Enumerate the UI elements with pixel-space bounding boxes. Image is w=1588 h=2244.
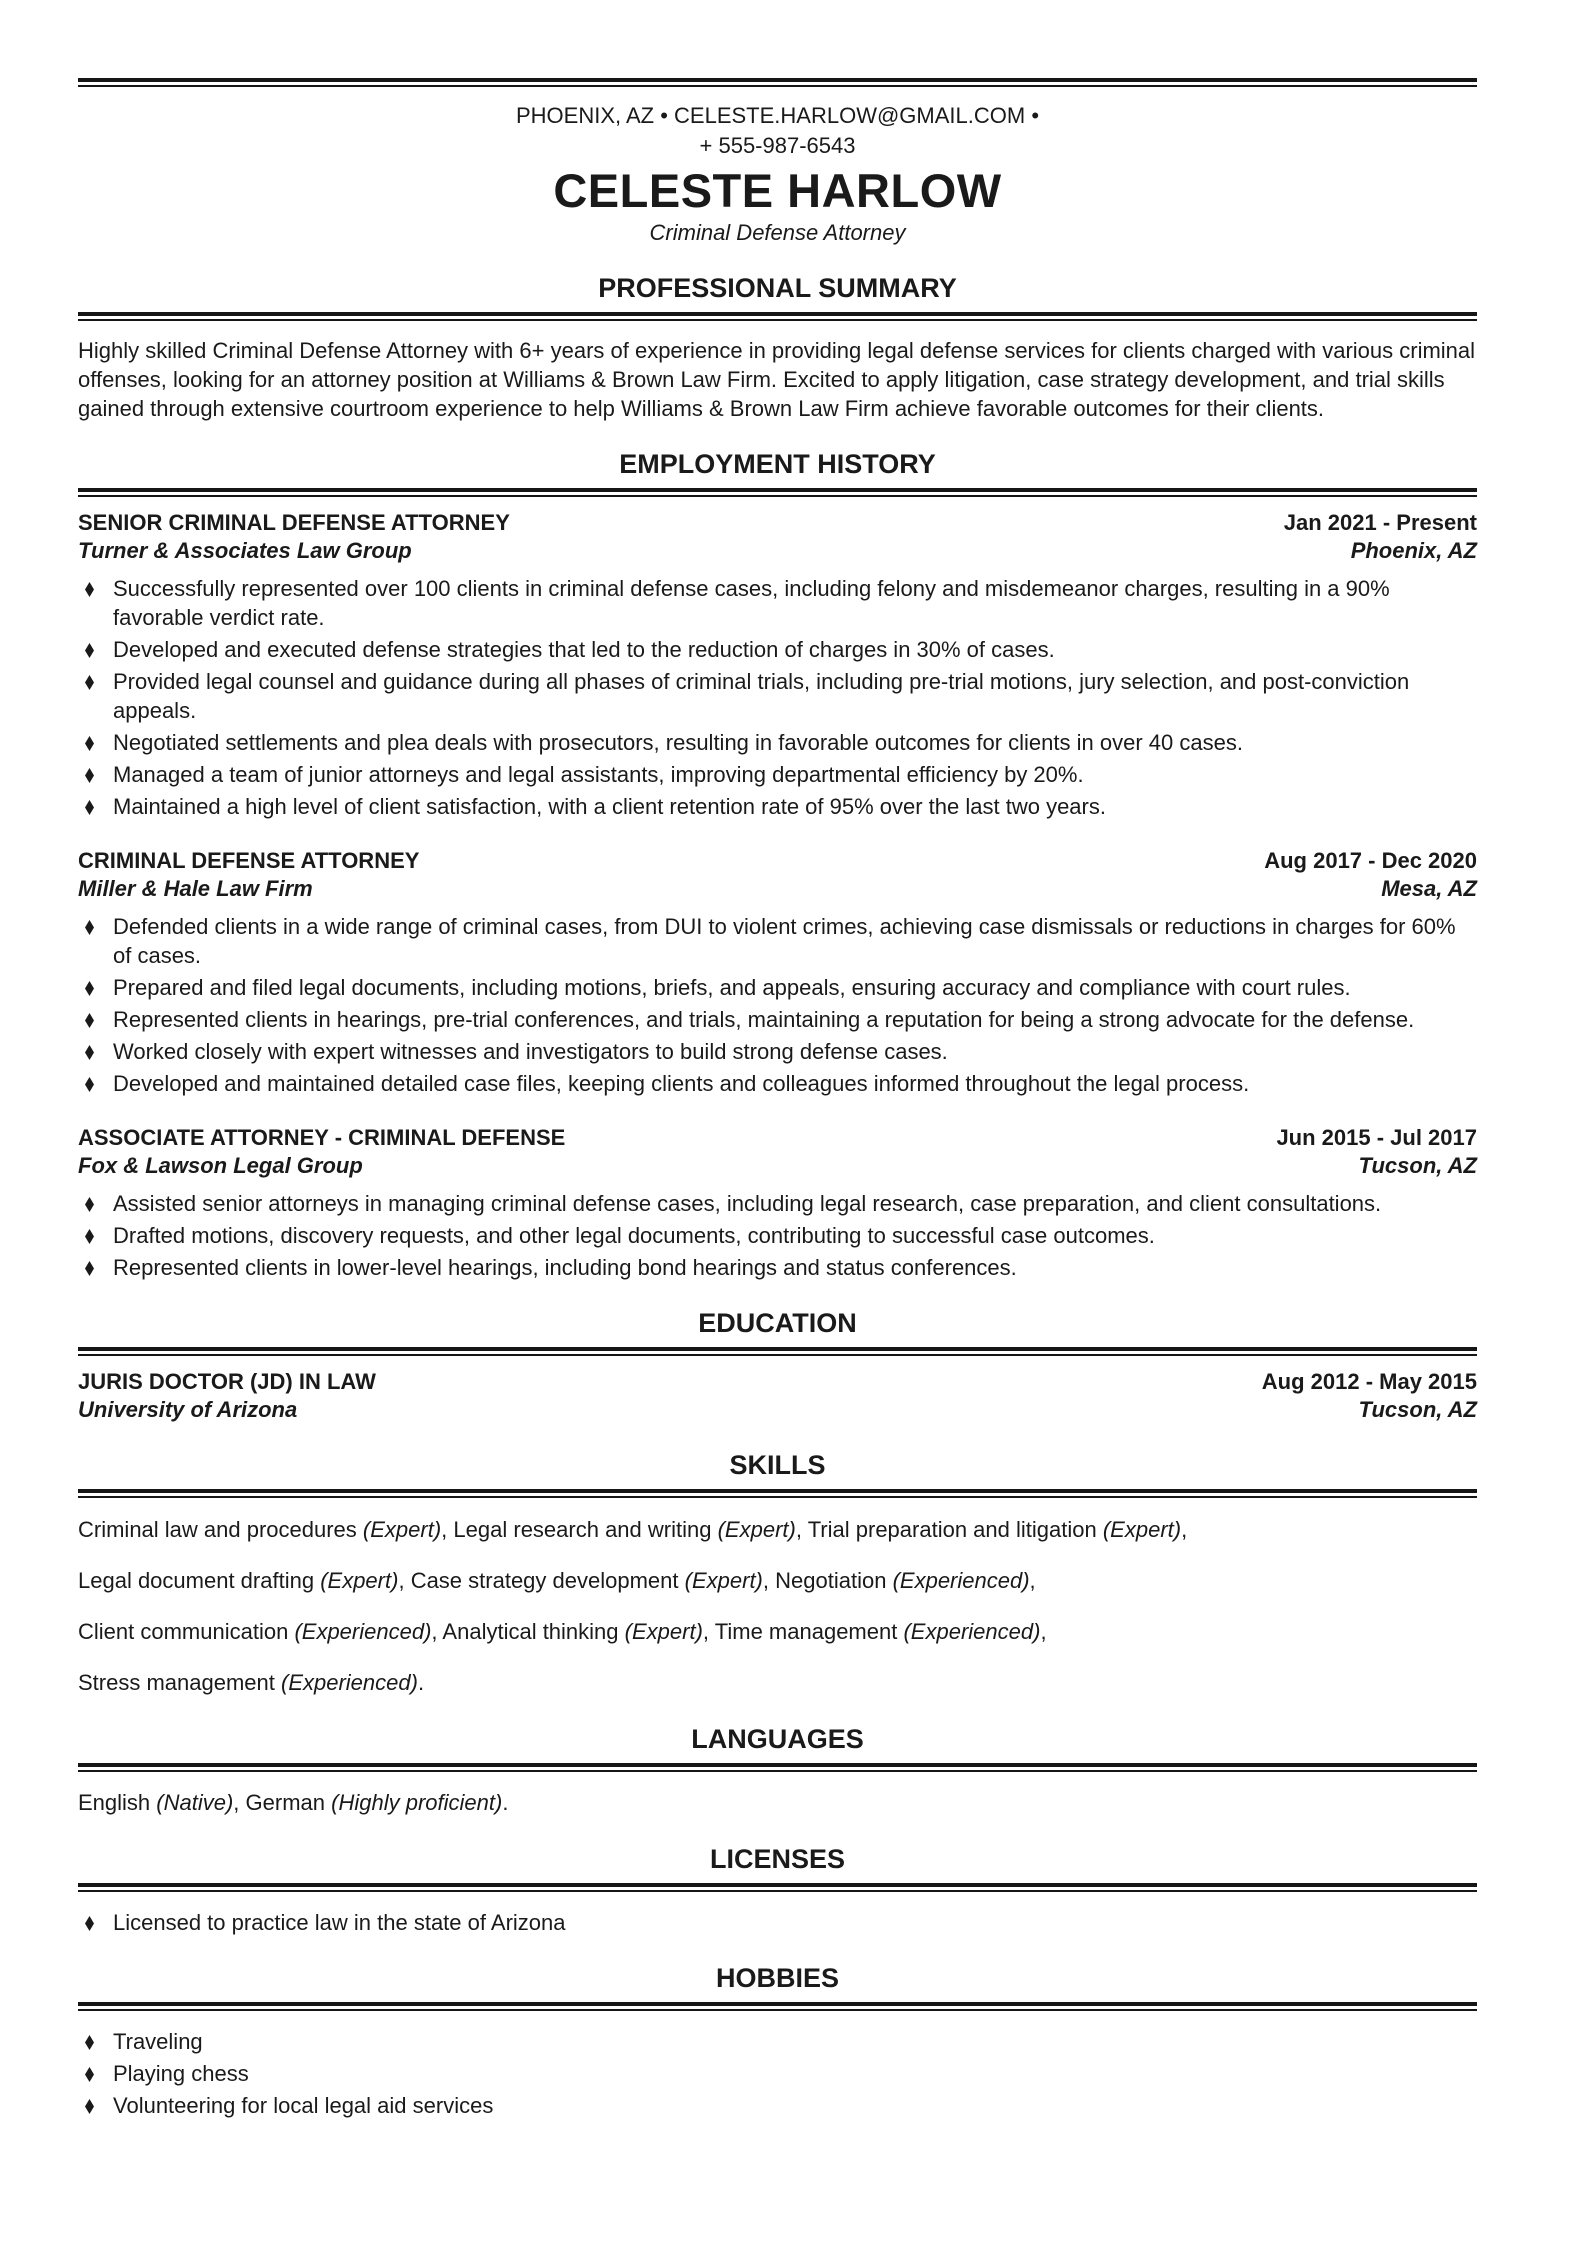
- skill-separator: .: [417, 1670, 425, 1695]
- bullet-text: Developed and maintained detailed case files, keeping clients and colleagues informed throughout the legal process.: [113, 1071, 1250, 1096]
- education-title-block: [78, 1368, 376, 1424]
- bullet-text: Licensed to practice law in the state of Arizona: [113, 1910, 566, 1935]
- bullet-text: Successfully represented over 100 clients in criminal defense cases, including felony and misdemeanor charges, resulting in a 90% favorable verdict rate.: [113, 576, 1390, 630]
- job-company: Turner & Associates Law Group: [78, 538, 412, 563]
- skill-name: Client communication: [78, 1619, 289, 1644]
- skill-item: [442, 1619, 709, 1644]
- education-entry: [78, 1368, 1477, 1424]
- section-employment: [78, 447, 1477, 1282]
- job-dates: Jan 2021 - Present: [1283, 510, 1477, 535]
- education-location: Tucson, AZ: [1358, 1397, 1477, 1422]
- bullet-item: [78, 667, 1477, 725]
- bullet-item: [78, 1005, 1477, 1034]
- candidate-name: CELESTE HARLOW: [553, 164, 1002, 217]
- section-licenses: [78, 1842, 1477, 1937]
- job-title-block: [78, 1124, 565, 1180]
- diamond-bullet-icon: [85, 768, 94, 783]
- skill-separator: ,: [795, 1517, 802, 1542]
- section-divider: [78, 1489, 1477, 1498]
- diamond-bullet-icon: [85, 582, 94, 597]
- summary-text: Highly skilled Criminal Defense Attorney with 6+ years of experience in providing legal defense services for clients charged with various criminal offenses, looking for an attorney position at Williams & Brown Law Firm. Excited to apply litigation, case strategy development, and trial skills gained through extensive courtroom experience to help Williams & Brown Law Firm achieve favorable outcomes for their clients.: [78, 338, 1476, 421]
- diamond-bullet-icon: [85, 800, 94, 815]
- skill-level: (Expert): [717, 1517, 796, 1542]
- licenses-list: [78, 1908, 1477, 1937]
- skill-separator: ,: [762, 1568, 770, 1593]
- job-title-block: [78, 847, 419, 903]
- job-date-block: [1284, 509, 1477, 565]
- bullet-item: [78, 635, 1477, 664]
- job-company: Fox & Lawson Legal Group: [78, 1153, 363, 1178]
- job-title: CRIMINAL DEFENSE ATTORNEY: [78, 848, 420, 873]
- skill-separator: ,: [1040, 1619, 1047, 1644]
- language-separator: ,: [233, 1790, 240, 1815]
- job-dates: Aug 2017 - Dec 2020: [1264, 848, 1477, 873]
- section-education: [78, 1306, 1477, 1424]
- section-divider: [78, 2002, 1477, 2011]
- diamond-bullet-icon: [85, 1013, 94, 1028]
- bullet-text: Playing chess: [113, 2061, 249, 2086]
- education-dates: Aug 2012 - May 2015: [1261, 1369, 1477, 1394]
- skill-level: (Expert): [624, 1619, 703, 1644]
- bullet-text: Assisted senior attorneys in managing criminal defense cases, including legal research, case preparation, and client consultations.: [113, 1191, 1382, 1216]
- section-divider: [78, 488, 1477, 497]
- job-title: ASSOCIATE ATTORNEY - CRIMINAL DEFENSE: [78, 1125, 566, 1150]
- skill-name: Time management: [714, 1619, 898, 1644]
- skill-item: [715, 1619, 1047, 1644]
- contact-line-1: PHOENIX, AZ • CELESTE.HARLOW@GMAIL.COM •: [515, 103, 1040, 128]
- skill-level: (Expert): [684, 1568, 763, 1593]
- job-entry: [78, 509, 1477, 821]
- diamond-bullet-icon: [85, 1197, 94, 1212]
- diamond-bullet-icon: [85, 1045, 94, 1060]
- hobbies-list: [78, 2027, 1477, 2120]
- bullet-text: Represented clients in hearings, pre-trial conferences, and trials, maintaining a reputation for being a strong advocate for the defense.: [113, 1007, 1415, 1032]
- job-entry: [78, 847, 1477, 1098]
- skills-heading: SKILLS: [729, 1450, 826, 1480]
- bullet-item: [78, 912, 1477, 970]
- skill-level: (Experienced): [892, 1568, 1030, 1593]
- bullet-item: [78, 792, 1477, 821]
- skill-separator: ,: [441, 1517, 448, 1542]
- bullet-item: [78, 1221, 1477, 1250]
- diamond-bullet-icon: [85, 920, 94, 935]
- skill-separator: ,: [398, 1568, 405, 1593]
- job-header: [78, 1124, 1477, 1180]
- section-divider: [78, 1883, 1477, 1892]
- diamond-bullet-icon: [85, 1261, 94, 1276]
- bullet-item: [78, 1069, 1477, 1098]
- bullet-text: Traveling: [113, 2029, 203, 2054]
- language-item: [246, 1790, 509, 1815]
- bullet-item: [78, 1253, 1477, 1282]
- skill-item: [78, 1670, 424, 1695]
- bullet-text: Managed a team of junior attorneys and legal assistants, improving departmental efficiency by 20%.: [113, 762, 1084, 787]
- diamond-bullet-icon: [85, 2067, 94, 2082]
- section-summary: [78, 271, 1477, 423]
- bullet-text: Defended clients in a wide range of criminal cases, from DUI to violent crimes, achieving case dismissals or reductions in charges for 60% of cases.: [113, 914, 1456, 968]
- skill-name: Case strategy development: [410, 1568, 679, 1593]
- diamond-bullet-icon: [85, 1916, 94, 1931]
- diamond-bullet-icon: [85, 643, 94, 658]
- bullet-text: Negotiated settlements and plea deals with prosecutors, resulting in favorable outcomes for clients in over 40 cases.: [113, 730, 1243, 755]
- job-date-block: [1276, 1124, 1477, 1180]
- skill-separator: ,: [1029, 1568, 1036, 1593]
- employment-heading: EMPLOYMENT HISTORY: [619, 449, 936, 479]
- skill-name: Trial preparation and litigation: [807, 1517, 1097, 1542]
- language-name: German: [245, 1790, 326, 1815]
- education-degree: JURIS DOCTOR (JD) IN LAW: [78, 1369, 376, 1394]
- diamond-bullet-icon: [85, 2099, 94, 2114]
- skills-list: [78, 1515, 1477, 1698]
- skill-item: [453, 1517, 802, 1542]
- job-location: Phoenix, AZ: [1350, 538, 1477, 563]
- skill-item: [78, 1568, 405, 1593]
- skill-level: (Expert): [320, 1568, 399, 1593]
- bullet-text: Worked closely with expert witnesses and investigators to build strong defense cases.: [113, 1039, 948, 1064]
- language-name: English: [78, 1790, 151, 1815]
- bullet-text: Maintained a high level of client satisfaction, with a client retention rate of 95% over the last two years.: [113, 794, 1106, 819]
- skill-name: Legal research and writing: [453, 1517, 712, 1542]
- bullet-item: [78, 2027, 1477, 2056]
- bullet-item: [78, 728, 1477, 757]
- skill-name: Stress management: [78, 1670, 275, 1695]
- diamond-bullet-icon: [85, 2035, 94, 2050]
- job-bullet-list: [78, 912, 1477, 1098]
- bullet-text: Prepared and filed legal documents, including motions, briefs, and appeals, ensuring accuracy and compliance with court rules.: [113, 975, 1351, 1000]
- job-date-block: [1264, 847, 1477, 903]
- skill-item: [78, 1619, 438, 1644]
- diamond-bullet-icon: [85, 981, 94, 996]
- job-company: Miller & Hale Law Firm: [78, 876, 313, 901]
- candidate-job-title: Criminal Defense Attorney: [649, 220, 906, 245]
- skill-item: [808, 1517, 1188, 1542]
- section-divider: [78, 1347, 1477, 1356]
- language-item: [78, 1790, 239, 1815]
- skill-name: Criminal law and procedures: [78, 1517, 357, 1542]
- bullet-text: Volunteering for local legal aid services: [113, 2093, 494, 2118]
- bullet-text: Drafted motions, discovery requests, and other legal documents, contributing to successful case outcomes.: [113, 1223, 1155, 1248]
- skill-level: (Expert): [362, 1517, 442, 1542]
- contact-line-2: + 555-987-6543: [699, 133, 856, 158]
- job-entry: [78, 1124, 1477, 1282]
- contact-info: [78, 101, 1477, 161]
- bullet-text: Represented clients in lower-level hearings, including bond hearings and status conferences.: [113, 1255, 1017, 1280]
- top-divider: [78, 78, 1477, 87]
- job-dates: Jun 2015 - Jul 2017: [1276, 1125, 1477, 1150]
- bullet-item: [78, 2059, 1477, 2088]
- bullet-item: [78, 760, 1477, 789]
- skill-separator: ,: [431, 1619, 438, 1644]
- education-school: University of Arizona: [78, 1397, 298, 1422]
- skill-level: (Experienced): [903, 1619, 1041, 1644]
- skill-name: Legal document drafting: [78, 1568, 315, 1593]
- job-title-block: [78, 509, 510, 565]
- skills-line: [78, 1668, 1477, 1698]
- job-header: [78, 847, 1477, 903]
- section-hobbies: [78, 1961, 1477, 2120]
- job-location: Tucson, AZ: [1358, 1153, 1477, 1178]
- language-level: (Highly proficient): [331, 1790, 503, 1815]
- education-date-block: [1262, 1368, 1477, 1424]
- licenses-heading: LICENSES: [709, 1844, 846, 1874]
- section-divider: [78, 312, 1477, 321]
- skill-separator: ,: [1181, 1517, 1188, 1542]
- skill-separator: ,: [702, 1619, 710, 1644]
- skills-line: [78, 1617, 1477, 1647]
- education-heading: EDUCATION: [698, 1308, 857, 1338]
- job-title: SENIOR CRIMINAL DEFENSE ATTORNEY: [78, 510, 510, 535]
- language-level: (Native): [156, 1790, 234, 1815]
- bullet-text: Developed and executed defense strategies that led to the reduction of charges in 30% of cases.: [113, 637, 1055, 662]
- section-languages: [78, 1722, 1477, 1818]
- language-separator: .: [502, 1790, 509, 1815]
- job-header: [78, 509, 1477, 565]
- diamond-bullet-icon: [85, 736, 94, 751]
- bullet-item: [78, 1908, 1477, 1937]
- bullet-item: [78, 1189, 1477, 1218]
- job-bullet-list: [78, 574, 1477, 821]
- bullet-item: [78, 973, 1477, 1002]
- languages-line: [78, 1788, 1477, 1818]
- summary-heading: PROFESSIONAL SUMMARY: [598, 273, 957, 303]
- skills-line: [78, 1515, 1477, 1545]
- bullet-item: [78, 574, 1477, 632]
- skill-item: [775, 1568, 1036, 1593]
- diamond-bullet-icon: [85, 1229, 94, 1244]
- education-header: [78, 1368, 1477, 1424]
- skill-level: (Experienced): [294, 1619, 432, 1644]
- skill-item: [78, 1517, 447, 1542]
- diamond-bullet-icon: [85, 1077, 94, 1092]
- diamond-bullet-icon: [85, 675, 94, 690]
- skill-level: (Experienced): [281, 1670, 418, 1695]
- section-divider: [78, 1763, 1477, 1772]
- languages-heading: LANGUAGES: [691, 1724, 864, 1754]
- bullet-item: [78, 2091, 1477, 2120]
- job-bullet-list: [78, 1189, 1477, 1282]
- section-skills: [78, 1448, 1477, 1698]
- skill-name: Negotiation: [775, 1568, 887, 1593]
- skills-line: [78, 1566, 1477, 1596]
- skill-item: [411, 1568, 769, 1593]
- hobbies-heading: HOBBIES: [715, 1963, 840, 1993]
- skill-level: (Expert): [1102, 1517, 1182, 1542]
- bullet-item: [78, 1037, 1477, 1066]
- job-location: Mesa, AZ: [1381, 876, 1477, 901]
- skill-name: Analytical thinking: [442, 1619, 619, 1644]
- bullet-text: Provided legal counsel and guidance during all phases of criminal trials, including pre-trial motions, jury selection, and post-conviction appeals.: [113, 669, 1410, 723]
